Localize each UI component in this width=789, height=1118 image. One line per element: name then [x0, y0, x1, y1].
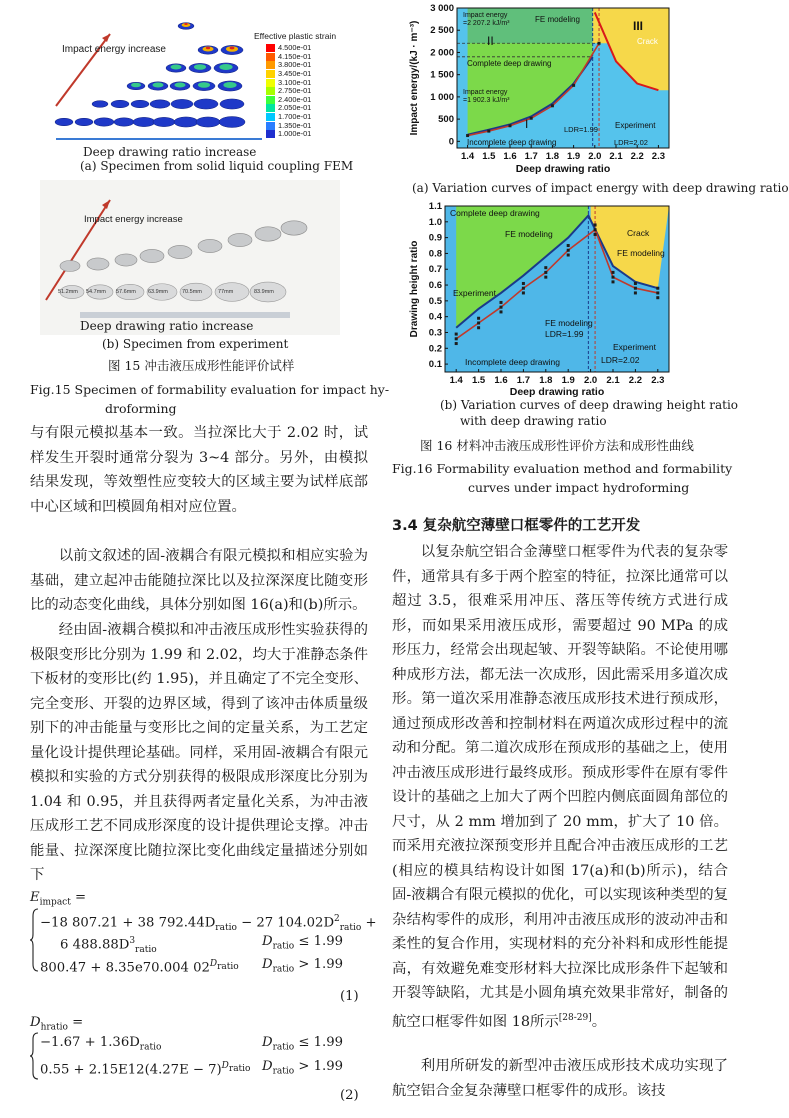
legend-swatch	[266, 130, 275, 138]
blank-diameter-label: 77mm	[218, 289, 234, 295]
x-tick-label: 1.9	[566, 151, 581, 162]
right-paragraph-2: 利用所研发的新型冲击液压成形技术成功实现了航空铝合金复杂薄壁口框零件的成形。该技	[392, 1058, 728, 1099]
exp-point	[612, 276, 615, 279]
fem-specimen-strain	[219, 64, 232, 70]
exp-point	[634, 282, 637, 285]
fig16b-chart	[405, 200, 680, 396]
x-tick-label: 2.1	[609, 151, 623, 162]
legend-value: 2.750e-01	[278, 86, 312, 96]
exp-point	[477, 326, 480, 329]
fem-specimen	[131, 100, 149, 108]
legend-value: 2.050e-01	[278, 103, 312, 113]
eq2-lhs: $D_{hratio}$ =	[30, 1015, 84, 1033]
fig15b-graphic	[40, 180, 340, 335]
formed-cup	[228, 233, 252, 246]
fem-specimen-strain	[223, 82, 236, 88]
region-II-label: II	[487, 34, 494, 48]
fem-specimen	[111, 100, 129, 108]
y-tick-label: 0.6	[428, 280, 442, 292]
legend-swatch	[266, 96, 275, 104]
exp-point	[522, 282, 525, 285]
exp-point	[544, 271, 547, 274]
annot-incomplete: Incomplete deep drawing	[465, 357, 560, 367]
annot-experiment-left: Experiment	[453, 288, 496, 298]
annot-experiment-right: Experiment	[613, 342, 656, 352]
fem-specimen-strain	[198, 82, 210, 88]
y-tick-label: 0.1	[428, 359, 442, 371]
fem-specimen	[194, 99, 218, 109]
fem-specimen	[55, 118, 73, 126]
x-tick-label: 2.0	[588, 151, 602, 162]
fig15a-legend	[266, 44, 311, 139]
y-tick-label: 0.4	[428, 311, 442, 323]
eq1-brace	[30, 908, 40, 972]
left-paragraph-1: 与有限元模拟基本一致。当拉深比大于 2.02 时，试样发生开裂时通常分裂为 3~4 部分。另外，由模拟结果发现，等效塑性应变较大的区域主要为试样底部中心区域和凹模圆角相对应位置。	[30, 425, 368, 515]
eq2-cond-2: $D_{ratio} > 1.99$	[262, 1059, 343, 1077]
exp-point	[594, 223, 597, 226]
y-axis-label: Impact energy/(kJ · m⁻³)	[409, 20, 420, 136]
left-paragraph-3: 经由固-液耦合模拟和冲击液压成形性实验获得的极限变形比分别为 1.99 和 2.02，均大于准静态条件下板材的变形比(约 1.95)，并且确定了不完全变形、完全变形、开裂的边界区域，得到了该冲击体质量级别下的冲击能量与变形比之间的定量关系，为工艺定量化设计提供理论基础。同样，采用固-液耦合有限元模拟和实验的方式分别获得的极限成形深度比分别为 1.04 和 0.95，并且获得两者定量化关系，为冲击液压成形工艺不同成形深度的设计提供理论支撑。冲击能量、拉深深度比随拉深比变化曲线定量描述分别如下	[30, 622, 368, 883]
eq1-number: (1)	[340, 989, 359, 1004]
y-tick-label: 1 500	[430, 69, 454, 81]
legend-swatch	[266, 113, 275, 121]
fig15b-arrow-label: Impact energy increase	[84, 214, 183, 225]
formed-cup	[115, 254, 137, 266]
x-tick-label: 1.6	[494, 375, 508, 386]
x-tick-label: 2.0	[583, 375, 598, 386]
citation: [28-29]	[558, 1012, 592, 1023]
legend-value: 3.100e-01	[278, 77, 312, 87]
left-paragraph-2: 以前文叙述的固-液耦合有限元模拟和相应实验为基础，建立起冲击能随拉深比以及拉深深度比随变形比的动态变化曲线，具体分别如图 16(a)和(b)所示。	[30, 548, 368, 613]
y-tick-label: 0.7	[428, 264, 442, 276]
annot-complete: Complete deep drawing	[467, 59, 552, 68]
exp-point	[594, 228, 597, 231]
fig15-caption-en-2: droforming	[105, 401, 177, 416]
exp-point	[551, 104, 554, 107]
fig15b-caption: (b) Specimen from experiment	[102, 337, 289, 351]
exp-point	[544, 276, 547, 279]
fem-specimen	[220, 99, 244, 109]
annot-complete: Complete deep drawing	[450, 208, 540, 218]
blank-diameter-label: 51.2mm	[58, 289, 78, 295]
fig16b-caption-1: (b) Variation curves of deep drawing height ratio	[440, 398, 739, 412]
annot-ldr-fe: LDR=1.99	[564, 125, 598, 134]
eq2-cond-1: $D_{ratio} \le 1.99$	[262, 1035, 343, 1053]
y-tick-label: 2 500	[430, 25, 454, 37]
formed-cup	[140, 249, 164, 262]
exp-point	[634, 291, 637, 294]
eq1-cond-2: $D_{ratio} > 1.99$	[262, 957, 343, 975]
blank-diameter-label: 63.9mm	[148, 289, 168, 295]
eq1-line-2: 6 $488.88D^3_{ratio}$	[60, 936, 157, 956]
exp-point	[656, 296, 659, 299]
fem-specimen	[171, 99, 193, 108]
annot-energy-top-1: Impact energy	[463, 12, 508, 19]
legend-value: 2.400e-01	[278, 94, 312, 104]
fig15a-panel	[40, 4, 345, 159]
exp-point	[522, 291, 525, 294]
x-tick-label: 2.3	[651, 151, 666, 162]
x-tick-label: 1.9	[561, 375, 575, 386]
legend-value: 3.450e-01	[278, 69, 312, 79]
exp-point	[567, 249, 570, 252]
exp-point	[466, 134, 469, 137]
fig16-caption-cn: 图 16 材料冲击液压成形性评价方法和成形性曲线	[420, 438, 694, 453]
exp-point	[455, 333, 458, 336]
fig15a-legend-title: Effective plastic strain	[254, 31, 337, 41]
region-III-label: III	[633, 19, 644, 33]
annot-experiment: Experiment	[615, 121, 656, 130]
annot-fe-modeling: FE modeling	[535, 15, 580, 24]
x-axis-label: Deep drawing ratio	[515, 163, 611, 175]
x-tick-label: 1.7	[516, 375, 531, 386]
legend-swatch	[266, 61, 275, 69]
exp-point	[455, 342, 458, 345]
formed-cup	[60, 261, 80, 272]
y-tick-label: 1.1	[428, 201, 442, 212]
legend-swatch	[266, 44, 275, 52]
legend-value: 1.000e-01	[278, 129, 312, 139]
annot-fe-modeling-1: FE modeling	[505, 229, 553, 239]
y-tick-label: 0.3	[428, 327, 442, 339]
x-tick-label: 1.4	[449, 375, 463, 386]
x-tick-label: 1.7	[524, 151, 538, 162]
eq1-line-1: −18 807.21 + 38 $792.44D_{ratio} - 27$ $104.02D^2_{ratio}$ +	[40, 914, 377, 934]
x-tick-label: 2.3	[651, 375, 665, 386]
annot-crack: Crack	[627, 228, 650, 238]
annot-fe-modeling-2: FE modeling	[617, 248, 665, 258]
y-tick-label: 0.5	[428, 295, 442, 307]
exp-point	[656, 291, 659, 294]
exp-point	[477, 321, 480, 324]
annot-energy-bot-2: =1 902.3 kJ/m³	[463, 97, 510, 104]
fig16a-caption: (a) Variation curves of impact energy with deep drawing ratio	[412, 181, 789, 195]
annot-energy-bot-1: Impact energy	[463, 89, 508, 96]
eq1-lhs: $E_{impact}$ =	[30, 890, 87, 908]
exp-point	[567, 254, 570, 257]
fem-specimen-peak	[206, 47, 210, 49]
exp-point	[612, 280, 615, 283]
formed-cup	[255, 227, 281, 241]
legend-value: 1.700e-01	[278, 112, 312, 122]
exp-point	[567, 244, 570, 247]
fem-specimen-strain	[171, 65, 182, 70]
legend-value: 4.500e-01	[278, 43, 312, 53]
eq1-line-3: 800.47 + 8.35e70.004 $02^{D_{ratio}}$	[40, 959, 239, 976]
fem-specimen	[75, 118, 93, 126]
y-tick-label: 3 000	[430, 3, 454, 14]
x-tick-label: 2.2	[630, 151, 644, 162]
y-tick-label: 0	[448, 136, 454, 148]
annot-ldr-exp: LDR=2.02	[601, 355, 640, 365]
exp-point	[487, 130, 490, 133]
legend-value: 1.350e-01	[278, 120, 312, 130]
annot-incomplete: Incomplete deep drawing	[467, 138, 557, 147]
exp-point	[500, 301, 503, 304]
legend-swatch	[266, 70, 275, 78]
x-tick-label: 1.5	[471, 375, 486, 386]
fem-specimen-peak	[184, 23, 188, 25]
formed-cup	[168, 245, 192, 258]
fig16a-chart	[405, 0, 680, 196]
eq2-number: (2)	[340, 1088, 359, 1103]
region-I-label: I	[525, 117, 529, 131]
y-tick-label: 0.8	[428, 248, 442, 260]
fig15-caption-en-1: Fig.15 Specimen of formability evaluation for impact hy-	[30, 382, 390, 397]
legend-swatch	[266, 79, 275, 87]
y-tick-label: 1.0	[428, 216, 442, 228]
fem-specimen-strain	[175, 83, 186, 88]
blank-diameter-label: 54.7mm	[86, 289, 106, 295]
section-title: 3.4 复杂航空薄壁口框零件的工艺开发	[392, 518, 641, 534]
fem-specimen	[150, 100, 170, 108]
annot-crack: Crack	[637, 37, 658, 46]
fig15-caption-cn: 图 15 冲击液压成形性能评价试样	[108, 358, 295, 373]
exp-point	[522, 287, 525, 290]
exp-point	[509, 124, 512, 127]
exp-point	[477, 317, 480, 320]
annot-ldr-fe: LDR=1.99	[545, 329, 584, 339]
exp-point	[598, 42, 601, 45]
blank-diameter-label: 57.6mm	[116, 289, 136, 295]
fem-specimen	[196, 117, 220, 127]
fig15a-axis-label: Deep drawing ratio increase	[83, 145, 257, 159]
fem-specimen-strain	[131, 83, 141, 88]
exp-point	[500, 306, 503, 309]
exp-point	[455, 337, 458, 340]
fig16b-caption-2: with deep drawing ratio	[460, 414, 607, 428]
annot-fe-modeling-ldr: FE modeling	[545, 318, 593, 328]
legend-swatch	[266, 122, 275, 130]
fig15b-panel	[40, 180, 340, 335]
eq2-line-2: $0.55 + 2.15E12(4.27E - 7)^{D_{ratio}}$	[40, 1061, 251, 1078]
y-tick-label: 500	[438, 114, 454, 126]
formed-cup	[198, 239, 222, 252]
fem-specimen	[114, 118, 134, 126]
fig16-caption-en-1: Fig.16 Formability evaluation method and formability	[392, 461, 733, 476]
legend-value: 3.800e-01	[278, 60, 312, 70]
x-tick-label: 1.6	[503, 151, 517, 162]
fig15a-arrow-label: Impact energy increase	[62, 44, 166, 55]
fem-specimen	[219, 117, 245, 128]
annot-ldr-exp: LDR=2.02	[614, 138, 648, 147]
fem-specimen-strain	[153, 83, 164, 88]
fem-specimen	[94, 118, 114, 126]
y-tick-label: 0.9	[428, 232, 442, 244]
legend-swatch	[266, 104, 275, 112]
x-tick-label: 1.8	[539, 375, 553, 386]
x-tick-label: 2.1	[606, 375, 620, 386]
exp-point	[572, 84, 575, 87]
fem-specimen	[174, 117, 198, 127]
annot-energy-top-2: =2 207.2 kJ/m³	[463, 20, 510, 27]
y-tick-label: 1 000	[430, 91, 454, 103]
exp-point	[594, 233, 597, 236]
legend-row	[266, 130, 311, 139]
fem-specimen-strain	[194, 64, 206, 70]
legend-value: 4.150e-01	[278, 51, 312, 61]
x-tick-label: 1.4	[460, 151, 475, 162]
fig15b-axis-label: Deep drawing ratio increase	[80, 319, 254, 333]
y-tick-label: 2 000	[430, 47, 454, 59]
x-tick-label: 2.2	[628, 375, 643, 386]
exp-point	[612, 271, 615, 274]
x-tick-label: 1.8	[545, 151, 560, 162]
blank-diameter-label: 70.5mm	[182, 289, 202, 295]
fem-specimen-peak	[230, 47, 235, 50]
formed-cup	[281, 221, 307, 235]
fem-specimen	[92, 101, 108, 108]
exp-point	[530, 117, 533, 120]
y-axis-label: Drawing height ratio	[409, 240, 420, 338]
exp-point	[544, 266, 547, 269]
formed-cup	[87, 258, 109, 270]
exp-point	[634, 287, 637, 290]
fig16-caption-en-2: curves under impact hydroforming	[468, 480, 690, 495]
x-axis-label: Deep drawing ratio	[509, 386, 605, 398]
right-paragraph-1: 以复杂航空铝合金薄壁口框零件为代表的复杂零件，通常具有多于两个腔室的特征，拉深比通常可以超过 3.5，很难采用冲压、落压等传统方式进行成形，而如果采用液压成形，需要超过 90 MPa 的成形压力，经常会出现起皱、开裂等缺陷。不论使用哪种成形方法，都无法一次成形，因此需采用多道次成形。第一道次采用准静态液压成形技术进行预成形，通过预成形改善和控制材料在两道次成形过程中的流动和分配。第二道次成形在预成形的基础之上，使用冲击液压成形进行最终成形。预成形零件在原有零件设计的基础之上加大了两个凹腔内侧底面圆角部位的尺寸，从 2 mm 增加到了 20 mm，扩大了 10 倍。而采用充液拉深预变形并且配合冲击液压成形的工艺(相应的模具结构设计如图 17(a)和(b)所示)，结合固-液耦合有限元模拟的优化，可以实现该种类型的复杂结构零件的成形，利用冲击液压成形的波动冲击和柔性的复合作用，实现材料的充分补料和成形性能提高，有效避免难变形材料大拉深比成形条件下起皱和开裂等缺陷，尤其是小圆角填充效果非常好，制备的航空口框零件如图 18所示[28-29]。	[392, 544, 728, 1030]
exp-point	[500, 310, 503, 313]
y-tick-label: 0.2	[428, 343, 442, 355]
x-tick-label: 1.5	[482, 151, 496, 162]
fem-specimen	[133, 117, 155, 126]
blank-diameter-label: 83.9mm	[254, 289, 274, 295]
eq2-brace	[30, 1032, 40, 1080]
eq2-line-1: $-1.67 + 1.36D_{ratio}$	[40, 1035, 162, 1053]
legend-swatch	[266, 53, 275, 61]
fig15a-caption: (a) Specimen from solid liquid coupling FEM	[80, 159, 354, 173]
exp-point	[656, 287, 659, 290]
eq1-cond-1: $D_{ratio} \le 1.99$	[262, 934, 343, 952]
fem-specimen	[153, 117, 175, 126]
legend-swatch	[266, 87, 275, 95]
